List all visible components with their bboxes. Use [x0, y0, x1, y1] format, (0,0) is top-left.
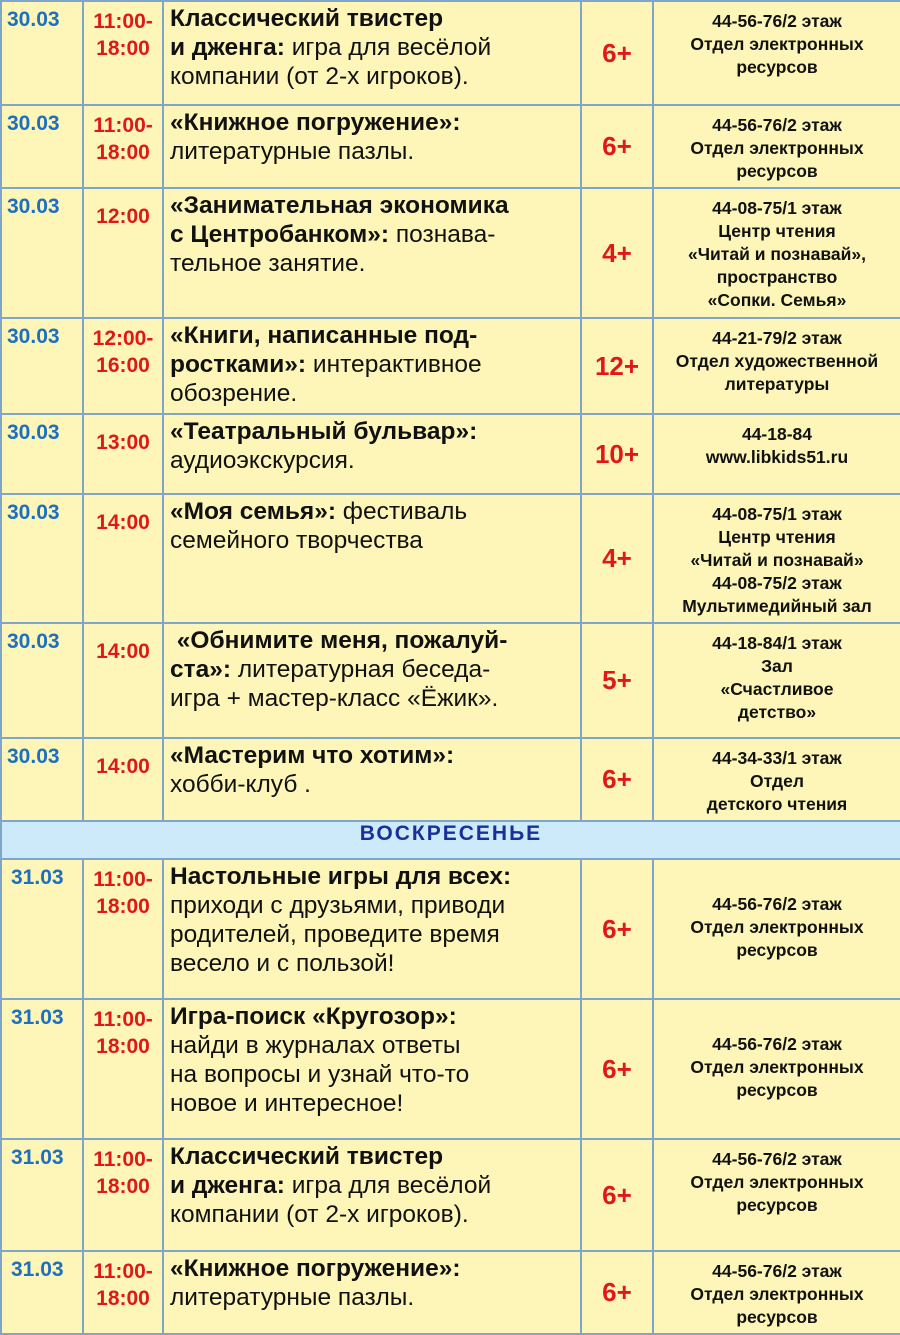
contact-line: Отдел электронных: [690, 1172, 864, 1192]
event-description: [163, 859, 581, 999]
event-title-line: [170, 350, 576, 379]
event-title: и дженга:: [170, 34, 285, 61]
event-time: [83, 738, 163, 821]
contact-line: ресурсов: [736, 1307, 818, 1327]
event-description: [163, 1139, 581, 1251]
event-time: [83, 414, 163, 494]
event-time-line: 18:00: [96, 37, 150, 60]
contact-line: «Читай и познавай»: [690, 550, 864, 570]
event-title-line: [170, 655, 576, 684]
event-time: [83, 188, 163, 318]
event-time-line: 14:00: [96, 511, 150, 534]
event-time-line: 11:00-: [93, 1260, 153, 1283]
event-title: с Центробанком»:: [170, 221, 390, 248]
age-rating: 6+: [581, 105, 653, 188]
event-contact: [653, 1251, 900, 1334]
contact-line: 44-56-76/2 этаж: [712, 1149, 842, 1169]
event-desc-line: новое и интересное!: [170, 1090, 404, 1117]
event-title-line: «Обнимите меня, пожалуй-: [170, 627, 508, 654]
event-title: Настольные игры для всех:: [170, 863, 512, 890]
event-description: [163, 1251, 581, 1334]
contact-line: 44-21-79/2 этаж: [712, 328, 842, 348]
event-title-line: [170, 862, 576, 891]
event-contact: [653, 105, 900, 188]
event-row: [1, 1251, 900, 1334]
event-title-line: [170, 1254, 576, 1283]
event-description: [163, 318, 581, 414]
event-row: [1, 738, 900, 821]
contact-line: 44-08-75/2 этаж: [712, 573, 842, 593]
event-title-line: [170, 741, 576, 770]
event-title: и дженга:: [170, 1172, 285, 1199]
event-time-line: 18:00: [96, 1035, 150, 1058]
event-time-line: 11:00-: [93, 114, 153, 137]
event-desc-inline: игра для весёлой: [284, 34, 492, 61]
contact-line: Отдел электронных: [690, 1284, 864, 1304]
event-date: 30.03: [1, 623, 83, 738]
event-row: [1, 318, 900, 414]
event-contact: [653, 414, 900, 494]
contact-line: 44-56-76/2 этаж: [712, 11, 842, 31]
day-header-row: [1, 821, 900, 859]
event-contact: [653, 1139, 900, 1251]
event-row: [1, 494, 900, 623]
event-date: 30.03: [1, 105, 83, 188]
event-date: 31.03: [1, 999, 83, 1139]
age-rating: 4+: [581, 188, 653, 318]
event-contact: [653, 738, 900, 821]
event-date: 31.03: [1, 1251, 83, 1334]
event-desc-line: весело и с пользой!: [170, 950, 395, 977]
event-row: [1, 623, 900, 738]
contact-line: Отдел электронных: [690, 1056, 864, 1077]
event-date: 30.03: [1, 188, 83, 318]
event-title-line: «Занимательная экономика: [170, 192, 509, 219]
event-title-line: Классический твистер: [170, 5, 444, 32]
event-description: [163, 738, 581, 821]
event-row: [1, 105, 900, 188]
contact-line: 44-34-33/1 этаж: [712, 748, 842, 768]
event-title: «Книжное погружение»:: [170, 109, 461, 136]
contact-line: детство»: [737, 702, 817, 722]
event-time-line: 18:00: [96, 1287, 150, 1310]
event-title-line: [170, 220, 576, 249]
event-description: [163, 414, 581, 494]
age-rating: 6+: [581, 999, 653, 1139]
event-title: Игра-поиск «Кругозор»:: [170, 1003, 457, 1030]
age-rating: 6+: [581, 859, 653, 999]
event-desc-line: обозрение.: [170, 380, 298, 407]
day-header: ВОСКРЕСЕНЬЕ: [1, 821, 900, 859]
event-row: [1, 859, 900, 999]
event-desc-inline: познава-: [389, 221, 496, 248]
event-time: [83, 623, 163, 738]
event-desc-line: найди в журналах ответы: [170, 1032, 461, 1059]
contact-line: ресурсов: [736, 1195, 818, 1215]
event-title: «Театральный бульвар»:: [170, 418, 478, 445]
event-time-line: 12:00: [96, 205, 150, 228]
event-description: [163, 999, 581, 1139]
event-date: 30.03: [1, 1, 83, 105]
event-time-line: 16:00: [96, 354, 150, 377]
event-time-line: 11:00-: [93, 1148, 153, 1171]
event-description: [163, 188, 581, 318]
age-rating: 5+: [581, 623, 653, 738]
event-date: 31.03: [1, 1139, 83, 1251]
event-row: [1, 414, 900, 494]
event-title: ста»:: [170, 656, 232, 683]
contact-line: «Сопки. Семья»: [707, 290, 847, 310]
contact-line: литературы: [724, 374, 830, 394]
event-time: [83, 859, 163, 999]
contact-line: 44-18-84: [741, 424, 813, 444]
event-title-line: «Книги, написанные под-: [170, 322, 478, 349]
contact-line: ресурсов: [736, 161, 818, 181]
contact-line: www.libkids51.ru: [705, 447, 849, 467]
contact-line: ресурсов: [736, 1079, 818, 1100]
contact-line: «Счастливое: [720, 679, 834, 699]
event-contact: [653, 1, 900, 105]
event-desc-line: компании (от 2-х игроков).: [170, 63, 469, 90]
event-contact: [653, 318, 900, 414]
event-date: 30.03: [1, 494, 83, 623]
contact-line: Мультимедийный зал: [682, 596, 872, 616]
event-time-line: 14:00: [96, 755, 150, 778]
event-row: [1, 1, 900, 105]
event-time-line: 18:00: [96, 1175, 150, 1198]
event-time-line: 14:00: [96, 640, 150, 663]
event-title: «Книжное погружение»:: [170, 1255, 461, 1282]
event-desc-line: аудиоэкскурсия.: [170, 447, 355, 474]
contact-line: Отдел: [750, 771, 804, 791]
event-time: [83, 105, 163, 188]
event-desc-inline: фестиваль: [335, 498, 468, 525]
event-desc-line: тельное занятие.: [170, 250, 366, 277]
event-desc-line: приходи с друзьями, приводи: [170, 892, 506, 919]
event-time-line: 11:00-: [93, 10, 153, 33]
contact-line: Отдел электронных: [690, 916, 864, 937]
event-time-line: 18:00: [96, 895, 150, 918]
event-date: 30.03: [1, 414, 83, 494]
event-time: [83, 494, 163, 623]
event-date: 31.03: [1, 859, 83, 999]
event-contact: [653, 999, 900, 1139]
contact-line: 44-08-75/1 этаж: [712, 198, 842, 218]
event-desc-line: семейного творчества: [170, 527, 423, 554]
contact-line: Отдел художественной: [675, 351, 879, 371]
age-rating: 6+: [581, 1251, 653, 1334]
event-time: [83, 1, 163, 105]
event-desc-line: игра + мастер-класс «Ёжик».: [170, 685, 499, 712]
event-time: [83, 1251, 163, 1334]
event-title-line: [170, 417, 576, 446]
contact-line: 44-56-76/2 этаж: [712, 893, 842, 914]
event-contact: [653, 188, 900, 318]
event-desc-line: литературные пазлы.: [170, 138, 415, 165]
event-time: [83, 318, 163, 414]
event-desc-line: на вопросы и узнай что-то: [170, 1061, 470, 1088]
event-date: 30.03: [1, 738, 83, 821]
event-contact: [653, 623, 900, 738]
contact-line: Отдел электронных: [690, 34, 864, 54]
event-date: 30.03: [1, 318, 83, 414]
contact-line: детского чтения: [706, 794, 848, 814]
event-title-line: [170, 108, 576, 137]
event-desc-inline: литературная беседа-: [231, 656, 491, 683]
event-title: ростками»:: [170, 351, 307, 378]
contact-line: ресурсов: [736, 57, 818, 77]
event-contact: [653, 859, 900, 999]
age-rating: 6+: [581, 1139, 653, 1251]
age-rating: 4+: [581, 494, 653, 623]
event-description: [163, 494, 581, 623]
event-time-line: 12:00-: [92, 327, 154, 350]
event-time-line: 11:00-: [93, 1008, 153, 1031]
contact-line: Зал: [761, 656, 793, 676]
event-title: «Моя семья»:: [170, 498, 336, 525]
event-contact: [653, 494, 900, 623]
event-row: [1, 999, 900, 1139]
age-rating: 10+: [581, 414, 653, 494]
event-desc-inline: интерактивное: [306, 351, 482, 378]
event-title-line: [170, 497, 576, 526]
event-desc-line: родителей, проведите время: [170, 921, 500, 948]
event-desc-line: литературные пазлы.: [170, 1284, 415, 1311]
age-rating: 6+: [581, 1, 653, 105]
contact-line: 44-56-76/2 этаж: [712, 1033, 842, 1054]
event-time: [83, 999, 163, 1139]
event-row: [1, 188, 900, 318]
event-time-line: 13:00: [96, 431, 150, 454]
event-description: [163, 105, 581, 188]
event-title: «Мастерим что хотим»:: [170, 742, 455, 769]
event-time: [83, 1139, 163, 1251]
contact-line: Центр чтения: [718, 527, 836, 547]
event-row: [1, 1139, 900, 1251]
event-desc-inline: игра для весёлой: [284, 1172, 492, 1199]
event-time-line: 18:00: [96, 141, 150, 164]
contact-line: 44-56-76/2 этаж: [712, 115, 842, 135]
contact-line: 44-08-75/1 этаж: [712, 504, 842, 524]
event-title-line: Классический твистер: [170, 1143, 444, 1170]
contact-line: «Читай и познавай»,: [688, 244, 866, 264]
contact-line: 44-18-84/1 этаж: [712, 633, 842, 653]
age-rating: 6+: [581, 738, 653, 821]
event-title-line: [170, 33, 576, 62]
event-time-line: 11:00-: [93, 868, 153, 891]
event-desc-line: хобби-клуб .: [170, 771, 311, 798]
contact-line: 44-56-76/2 этаж: [712, 1261, 842, 1281]
event-title-line: [170, 1002, 576, 1031]
age-rating: 12+: [581, 318, 653, 414]
contact-line: Отдел электронных: [690, 138, 864, 158]
contact-line: Центр чтения: [718, 221, 836, 241]
contact-line: ресурсов: [736, 939, 818, 960]
contact-line: пространство: [716, 267, 838, 287]
event-description: [163, 623, 581, 738]
event-description: [163, 1, 581, 105]
event-desc-line: компании (от 2-х игроков).: [170, 1201, 469, 1228]
event-title-line: [170, 1171, 576, 1200]
